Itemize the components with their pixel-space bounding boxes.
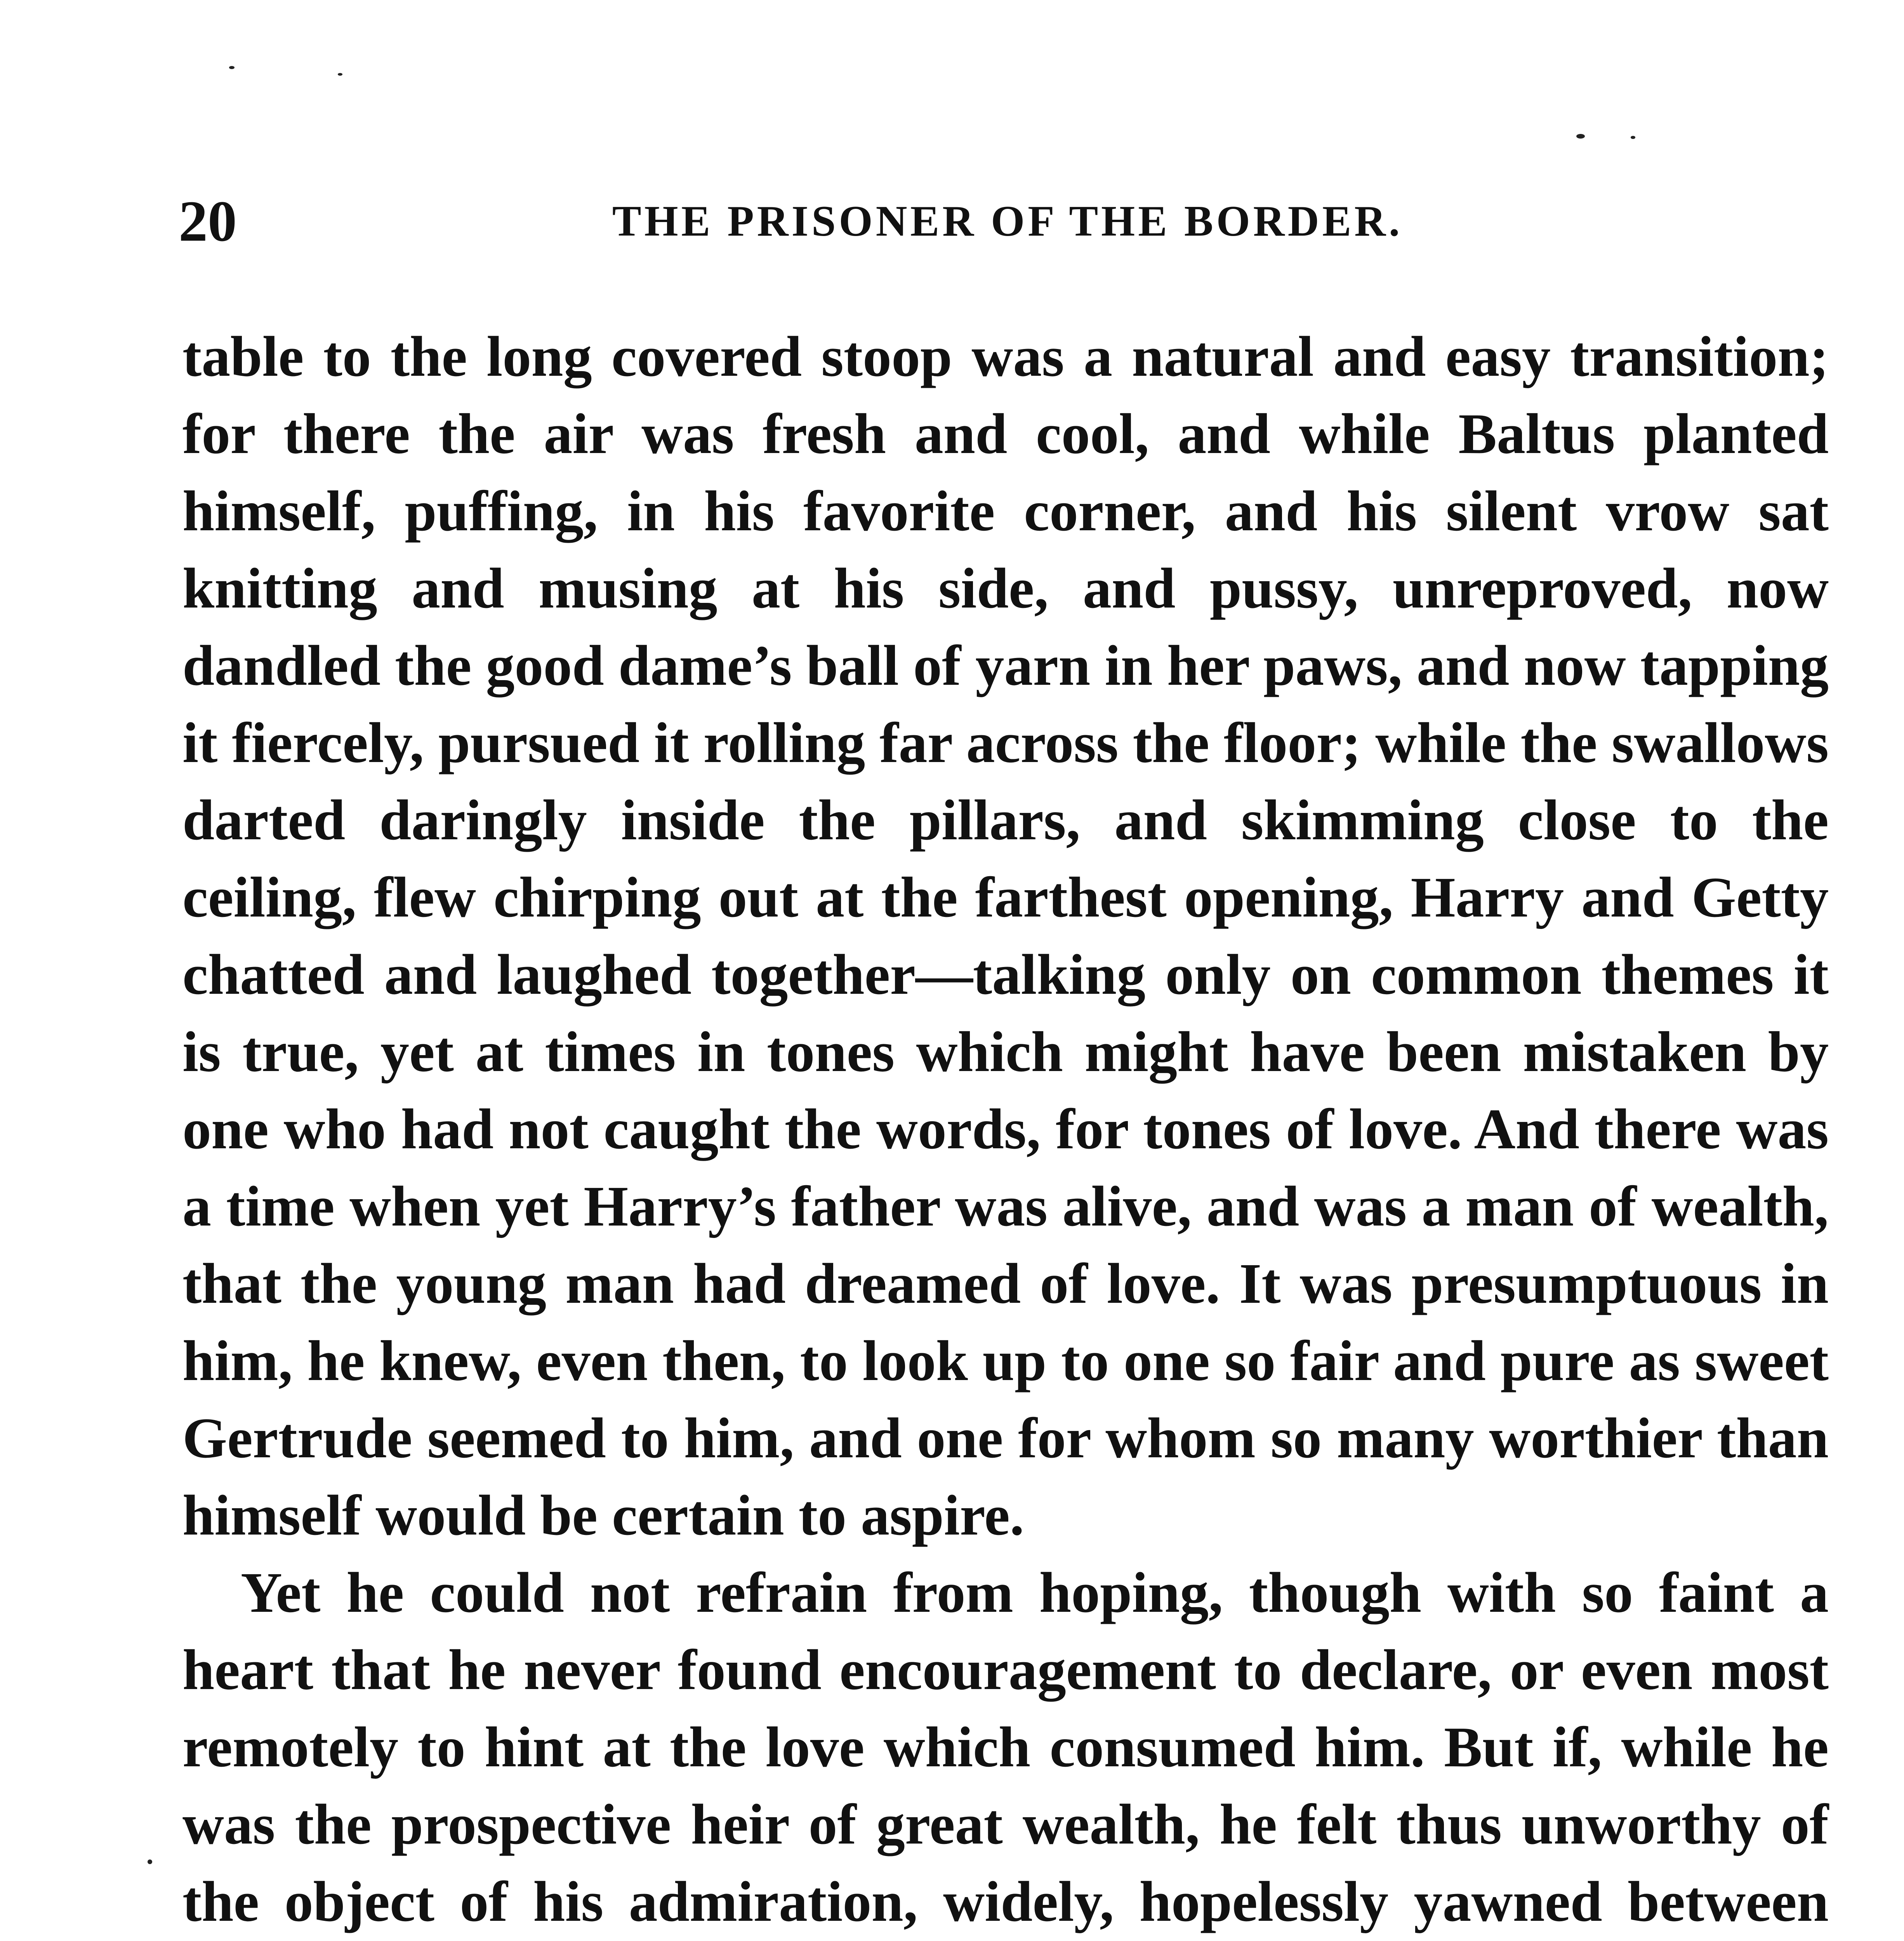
ink-speck xyxy=(1631,136,1635,139)
page-header xyxy=(179,182,1836,260)
ink-speck xyxy=(1576,134,1585,139)
running-head: THE PRISONER OF THE BORDER. xyxy=(612,197,1403,245)
body-text xyxy=(182,318,1829,1941)
paragraph: table to the long covered stoop was a natural and easy transition; for there the air was fresh and cool, and while Baltus planted himself, puffing, in his favorite corner, and his silent vrow sat knitting and musing at his side, and pussy, unreproved, now dandled the good dame’s ball of yarn in her paws, and now tapping it fiercely, pursued it rolling far across the floor; while the swallows darted daringly inside the pillars, and skimming close to the ceiling, flew chirping out at the farthest opening, Harry and Getty chatted and laughed together—talking only on common themes it is true, yet at times in tones which might have been mistaken by one who had not caught the words, for tones of love. And there was a time when yet Harry’s father was alive, and was a man of wealth, that the young man had dreamed of love. It was presumptuous in him, he knew, even then, to look up to one so fair and pure as sweet Gertrude seemed to him, and one for whom so many worthier than himself would be certain to aspire. xyxy=(182,325,1829,1547)
page-number: 20 xyxy=(179,189,237,253)
paragraph: Yet he could not refrain from hoping, though with so faint a heart that he never found encouragement to declare, or even most remotely to hint at the love which consumed him. But if, while he was the prospective heir of great wealth, he felt thus unworthy of the object of his admiration, widely, hopelessly yawned between xyxy=(182,1561,1829,1934)
ink-speck xyxy=(148,1859,152,1864)
ink-speck xyxy=(338,73,342,76)
ink-speck xyxy=(229,66,235,69)
